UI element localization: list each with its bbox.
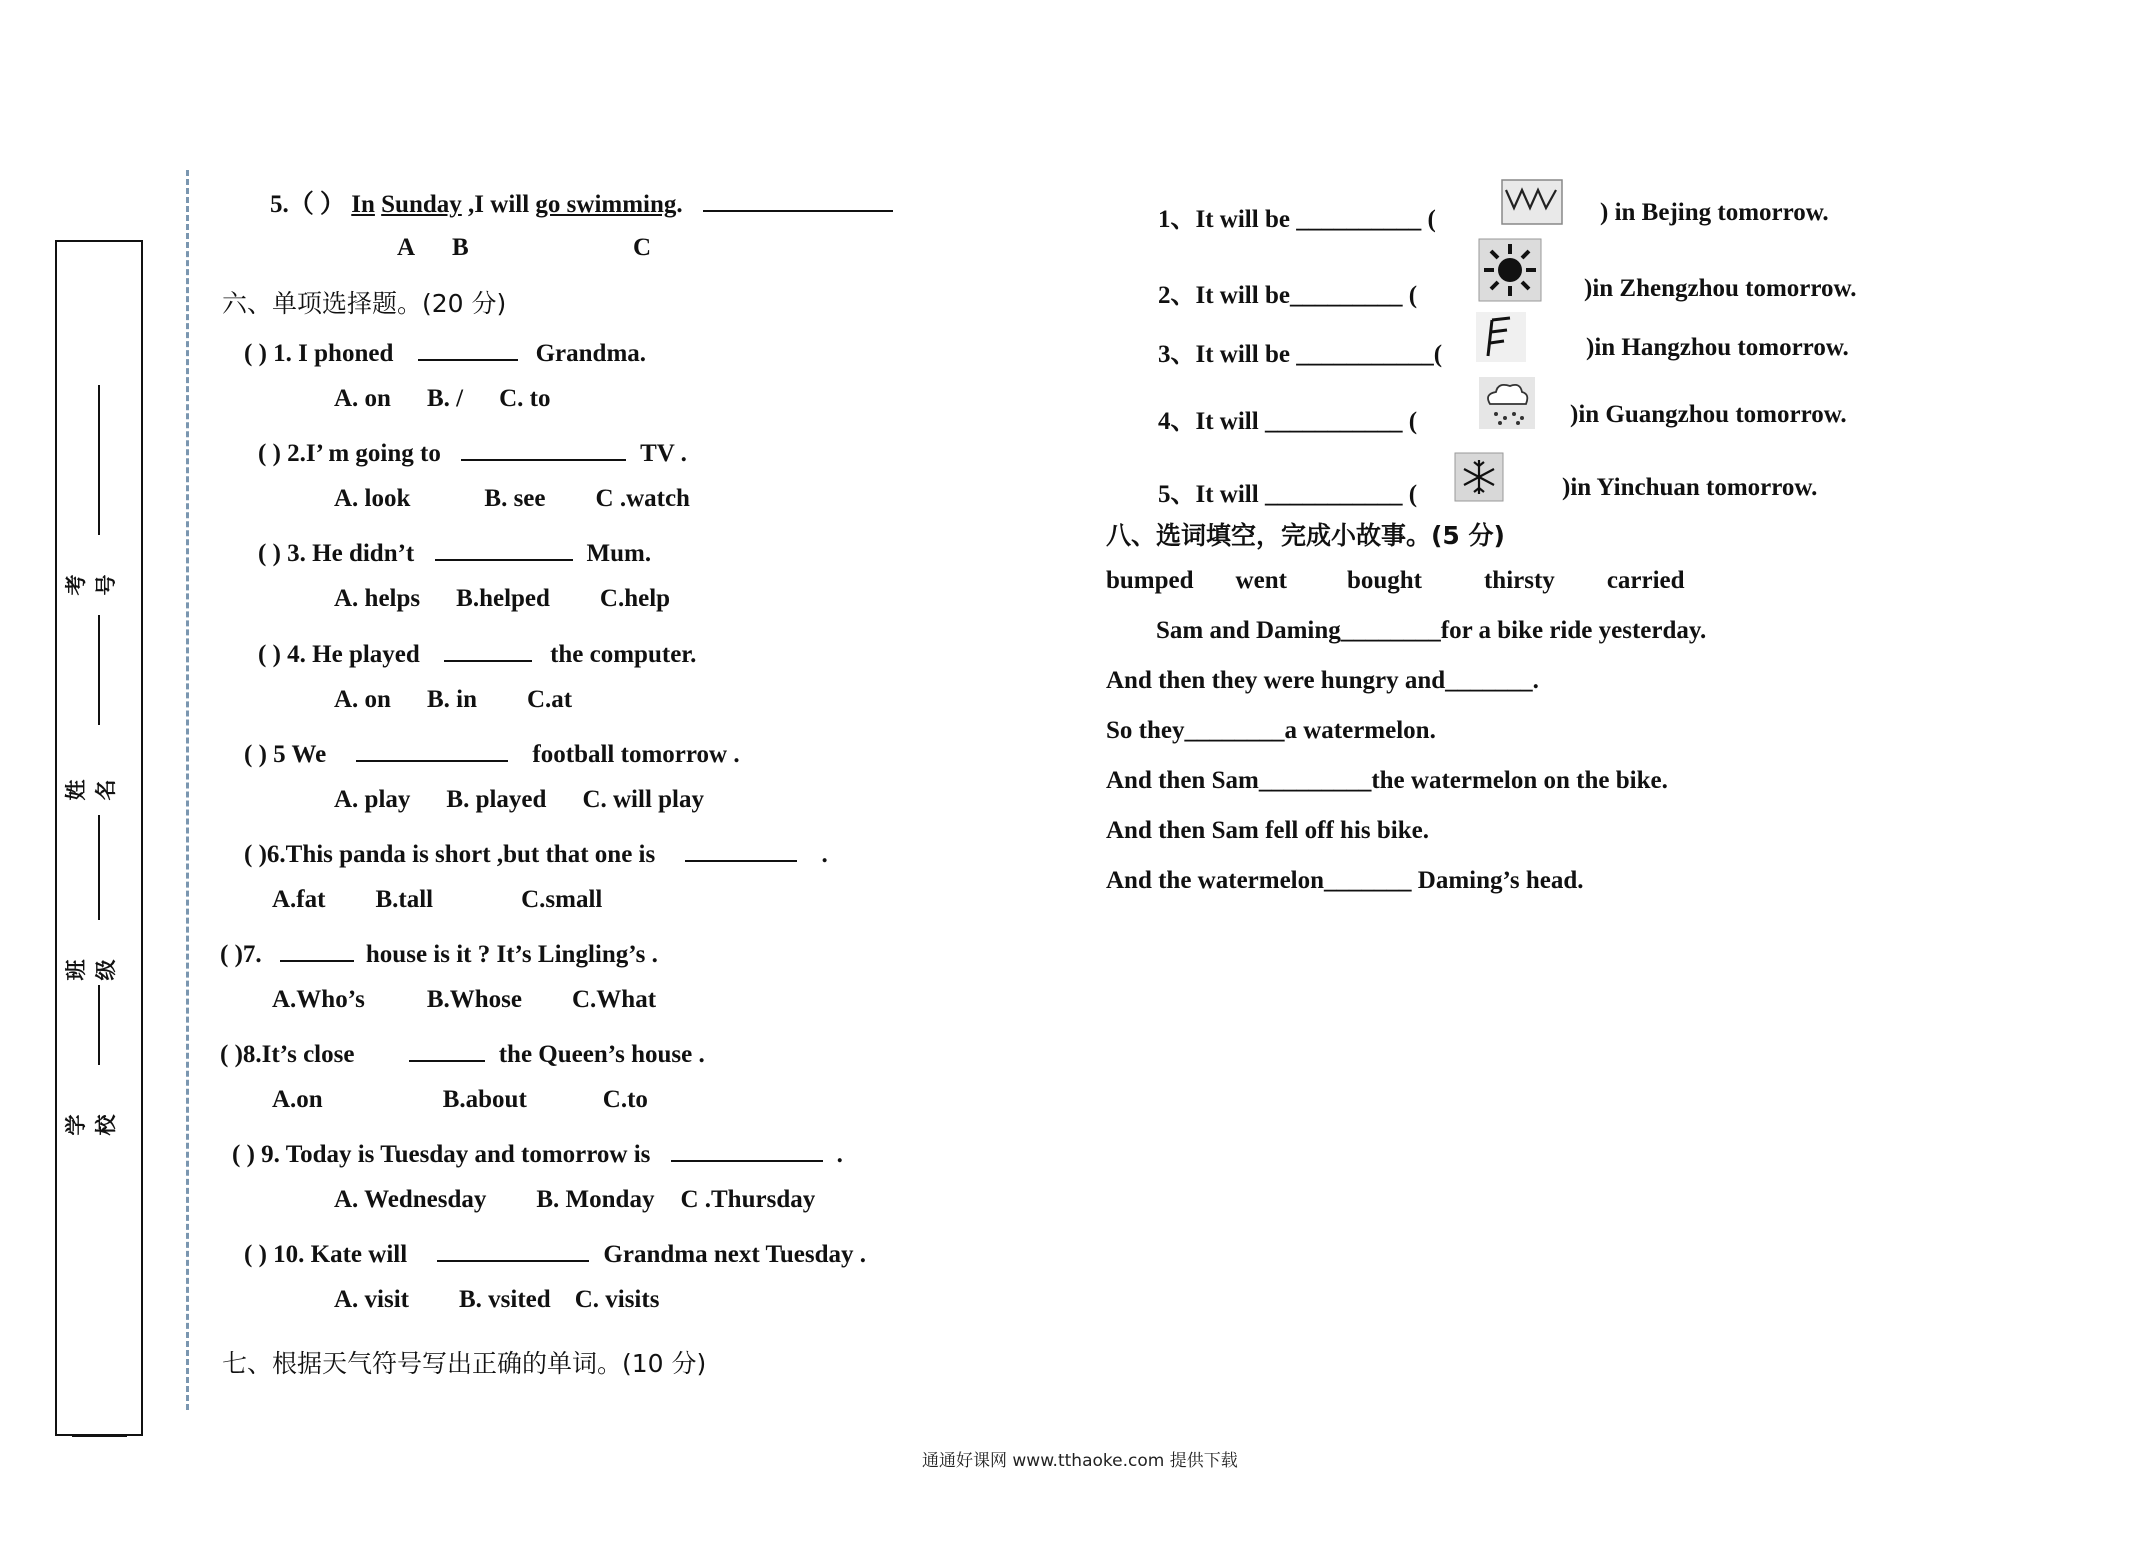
word-bought: bought <box>1346 567 1422 594</box>
story-line-4[interactable]: And then Sam_________the watermelon on the bike. <box>1106 767 1668 794</box>
q5-letter-b: B <box>452 234 469 261</box>
q6-options: A.fat B.tall C.small <box>272 886 603 913</box>
xuexiao-label: 学校 <box>64 1114 118 1136</box>
question-4: ( ) 4. He played the computer. <box>258 636 696 669</box>
banji-line <box>98 815 100 920</box>
q7-options: A.Who’s B.Whose C.What <box>272 986 657 1013</box>
weather-item-2-end: )in Zhengzhou tomorrow. <box>1584 275 1857 302</box>
weather-item-1: 1、It will be __________ ( <box>1158 206 1436 233</box>
q1-blank[interactable] <box>418 335 518 361</box>
weather-4-blank[interactable]: __ <box>1352 408 1378 435</box>
word-bank <box>1106 567 1685 595</box>
word-carried: carried <box>1606 567 1685 594</box>
q7-blank[interactable] <box>280 936 354 962</box>
question-7: ( )7. house is it ? It’s Lingling’s . <box>220 936 658 969</box>
q4-blank[interactable] <box>444 636 532 662</box>
question-6: ( )6.This panda is short ,but that one is . <box>244 836 828 869</box>
weather-item-4-end: )in Guangzhou tomorrow. <box>1570 401 1847 428</box>
binder-bottom-line <box>72 1435 127 1437</box>
q1-options: A. on B. / C. to <box>334 385 551 412</box>
q9-blank[interactable] <box>671 1136 823 1162</box>
weather-item-2: 2、It will be_________ ( <box>1158 282 1418 309</box>
question-3: ( ) 3. He didn’t Mum. <box>258 535 651 568</box>
weather-item-4: 4、It will ___________ ( <box>1158 408 1418 435</box>
footer-source: 通通好课网 www.tthaoke.com 提供下载 <box>922 1451 1238 1471</box>
section6-title: 六、单项选择题。(20 分) <box>222 289 507 318</box>
q5-error-correction: 5.（ ） In Sunday ,I will go swimming. <box>270 184 893 220</box>
story-line-5: And then Sam fell off his bike. <box>1106 817 1429 844</box>
word-went: went <box>1235 567 1287 594</box>
q4-options: A. on B. in C.at <box>334 686 573 713</box>
xuexiao-line <box>98 985 100 1065</box>
question-9: ( ) 9. Today is Tuesday and tomorrow is . <box>232 1136 843 1169</box>
q5-answer-blank[interactable] <box>703 186 893 212</box>
q10-blank[interactable] <box>437 1236 589 1262</box>
q5-letter-a: A <box>397 234 416 261</box>
section7-title: 七、根据天气符号写出正确的单词。(10 分) <box>222 1349 707 1378</box>
story-line-1[interactable]: Sam and Daming________for a bike ride yesterday. <box>1156 617 1707 644</box>
story-line-3[interactable]: So they________a watermelon. <box>1106 717 1436 744</box>
q5-options: A. play B. played C. will play <box>334 786 704 813</box>
q3-blank[interactable] <box>435 535 573 561</box>
q5-part-a: In <box>351 191 375 218</box>
rainy-icon <box>1478 376 1536 430</box>
fold-line <box>186 170 189 1410</box>
question-8: ( )8.It’s close the Queen’s house . <box>220 1036 705 1069</box>
q2-blank[interactable] <box>461 435 626 461</box>
kaohao-line <box>98 385 100 535</box>
weather-item-3-end: )in Hangzhou tomorrow. <box>1586 334 1849 361</box>
windy-icon <box>1500 178 1564 226</box>
q8-options: A.on B.about C.to <box>272 1086 648 1113</box>
weather-item-3: 3、It will be ___________( <box>1158 341 1443 368</box>
weather-3-blank[interactable]: __ <box>1358 341 1384 368</box>
q8-blank[interactable] <box>409 1036 485 1062</box>
foggy-icon <box>1474 310 1528 364</box>
question-1: ( ) 1. I phoned Grandma. <box>244 335 646 368</box>
q9-options: A. Wednesday B. Monday C .Thursday <box>334 1186 816 1213</box>
sunny-icon <box>1478 238 1542 302</box>
q5-letter-c: C <box>633 234 652 261</box>
question-2: ( ) 2.I’ m going to TV . <box>258 435 687 468</box>
q5-part-c: go swimming <box>535 191 677 218</box>
q3-options: A. helps B.helped C.help <box>334 585 671 612</box>
q2-options: A. look B. see C .watch <box>334 485 690 512</box>
q5-blank[interactable] <box>356 736 508 762</box>
snowy-icon <box>1454 452 1504 502</box>
word-thirsty: thirsty <box>1483 567 1555 594</box>
question-10: ( ) 10. Kate will Grandma next Tuesday . <box>244 1236 866 1269</box>
weather-1-blank[interactable]: __ <box>1346 206 1372 233</box>
section8-title: 八、选词填空，完成小故事。(5 分) <box>1106 521 1505 550</box>
xingming-line <box>98 615 100 725</box>
q5-part-b: Sunday <box>381 191 462 218</box>
banji-label: 班级 <box>64 959 118 981</box>
weather-2-blank[interactable]: __ <box>1339 282 1365 309</box>
question-5: ( ) 5 We football tomorrow . <box>244 736 740 769</box>
weather-5-blank[interactable]: __ <box>1352 481 1378 508</box>
q6-blank[interactable] <box>685 836 797 862</box>
weather-item-1-end: ) in Bejing tomorrow. <box>1600 199 1829 226</box>
xingming-label: 姓名 <box>64 779 118 801</box>
story-line-2[interactable]: And then they were hungry and_______. <box>1106 667 1539 694</box>
story-line-6[interactable]: And the watermelon_______ Daming’s head. <box>1106 867 1584 894</box>
word-bumped: bumped <box>1106 567 1194 594</box>
weather-item-5: 5、It will ___________ ( <box>1158 481 1418 508</box>
weather-item-5-end: )in Yinchuan tomorrow. <box>1562 474 1818 501</box>
kaohao-label: 考号 <box>64 574 118 596</box>
q10-options: A. visit B. vsited C. visits <box>334 1286 660 1313</box>
